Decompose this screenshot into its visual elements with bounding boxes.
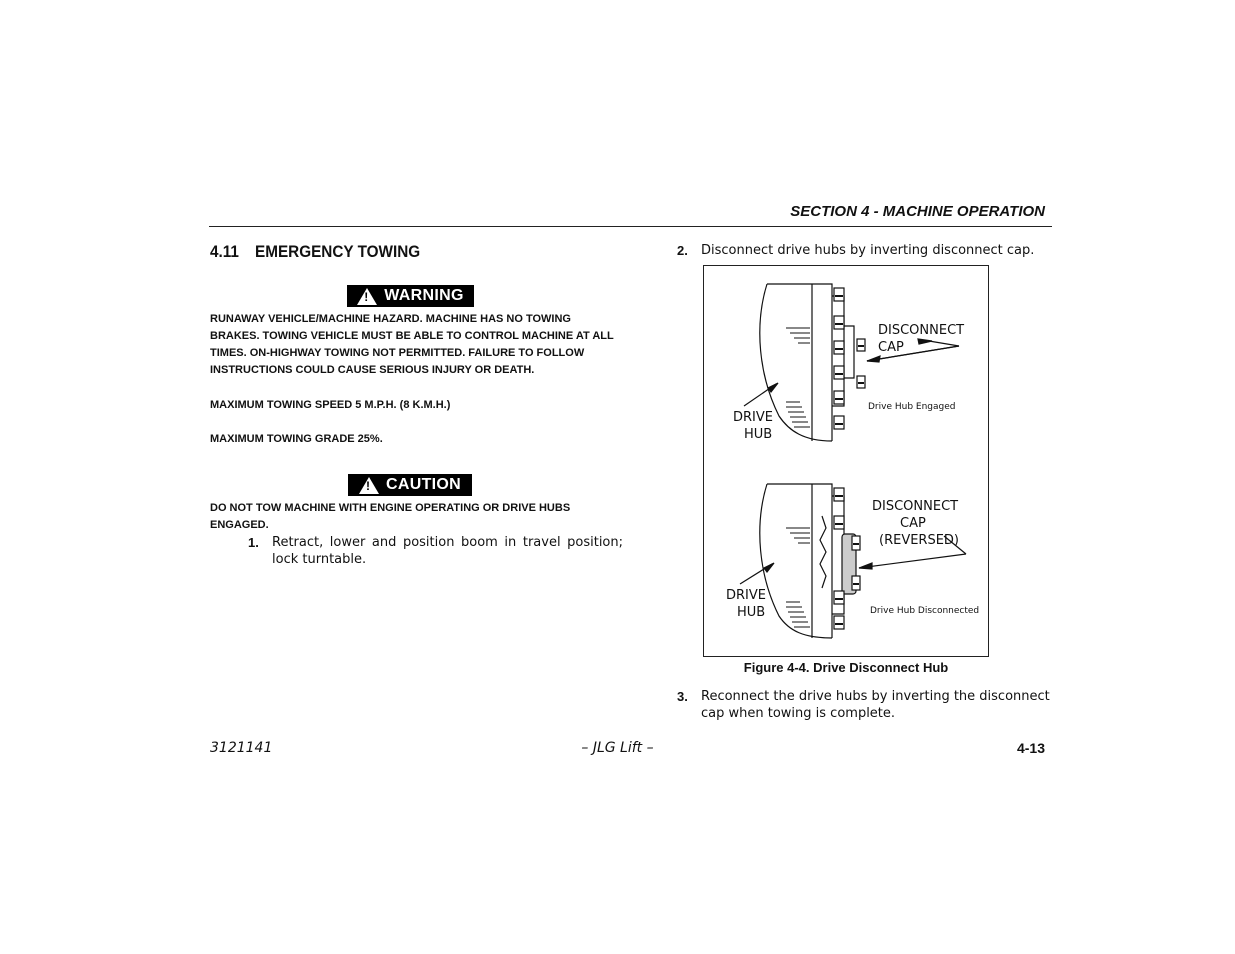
header-divider xyxy=(209,226,1052,227)
bottom-cap-label-line3: (REVERSED) xyxy=(879,533,960,548)
footer-publisher: – JLG Lift – xyxy=(581,740,654,756)
warning-grade: MAXIMUM TOWING GRADE 25%. xyxy=(210,433,383,445)
step-text: Retract, lower and position boom in travel position; lock turntable. xyxy=(272,535,623,567)
step-number: 2. xyxy=(677,243,688,258)
warning-badge xyxy=(347,285,474,307)
warning-hazard-text: RUNAWAY VEHICLE/MACHINE HAZARD. MACHINE HAS NO TOWING BRAKES. TOWING VEHICLE MUST BE ABLE TO CONTROL MACHINE AT ALL TIMES. ON-HIGHWAY TOWING NOT PERMITTED. FAILURE TO FOLLOW INSTRUCTIONS COULD CAUSE SERIOUS INJURY OR DEATH. xyxy=(210,313,614,376)
drive-hub-diagram xyxy=(704,266,988,656)
warning-text-block xyxy=(210,311,623,379)
warning-badge-label: WARNING xyxy=(384,287,464,304)
figure-caption: Figure 4-4. Drive Disconnect Hub xyxy=(743,660,949,675)
caution-text: DO NOT TOW MACHINE WITH ENGINE OPERATING OR DRIVE HUBS ENGAGED. xyxy=(210,502,571,531)
warning-triangle-icon xyxy=(357,288,377,305)
step-text: Disconnect drive hubs by inverting disconnect cap. xyxy=(701,243,1035,258)
footer-page-number: 4-13 xyxy=(1016,740,1045,756)
step-1 xyxy=(248,534,624,574)
step-text: Reconnect the drive hubs by inverting the disconnect cap when towing is complete. xyxy=(701,689,1050,721)
top-cap-label-line2: CAP xyxy=(878,340,904,355)
hub-engaged-diagram xyxy=(744,284,959,441)
section-header: SECTION 4 - MACHINE OPERATION xyxy=(790,203,1045,220)
footer-doc-number: 3121141 xyxy=(210,740,273,756)
bottom-hub-label-line2: HUB xyxy=(737,605,766,620)
top-hub-label-line1: DRIVE xyxy=(733,410,773,425)
caution-triangle-icon xyxy=(359,477,379,494)
drive-disconnect-hub-figure xyxy=(703,265,989,657)
caution-badge xyxy=(348,474,472,496)
top-hub-label-line2: HUB xyxy=(744,427,773,442)
step-3 xyxy=(677,688,1057,728)
bottom-hub-label-line1: DRIVE xyxy=(726,588,766,603)
top-cap-label-line1: DISCONNECT xyxy=(878,323,965,338)
bottom-cap-label-line2: CAP xyxy=(900,516,926,531)
section-heading xyxy=(210,242,420,262)
warning-speed: MAXIMUM TOWING SPEED 5 M.P.H. (8 K.M.H.) xyxy=(210,399,451,411)
section-title: EMERGENCY TOWING xyxy=(255,242,421,261)
top-state-label: Drive Hub Engaged xyxy=(868,402,956,412)
step-number: 1. xyxy=(248,535,259,550)
bottom-cap-label-line1: DISCONNECT xyxy=(872,499,959,514)
section-number: 4.11 xyxy=(210,242,239,261)
caution-badge-label: CAUTION xyxy=(386,476,461,493)
step-number: 3. xyxy=(677,689,688,704)
step-2 xyxy=(677,242,1057,262)
bottom-state-label: Drive Hub Disconnected xyxy=(870,606,980,616)
